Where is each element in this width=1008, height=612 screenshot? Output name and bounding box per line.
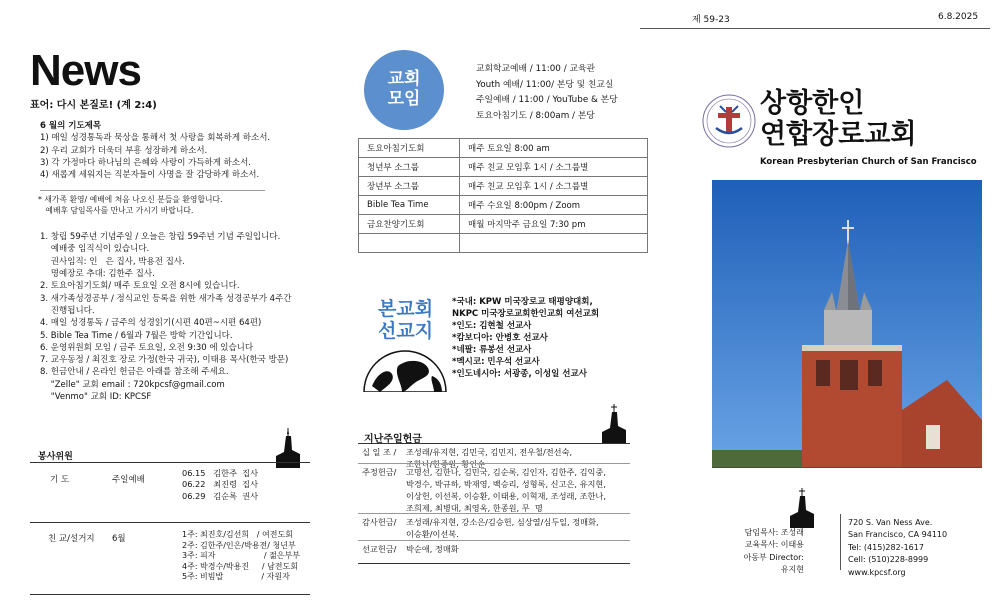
offering-names: 박순애, 정매화: [406, 544, 459, 554]
welcome-note: [38, 194, 223, 217]
announcements: [40, 231, 292, 403]
mission-line: NKPC 미국장로교회한인교회 여선교회: [452, 309, 600, 320]
announcement-line: 권사임직: 인 은 집사, 박용전 집사.: [40, 256, 185, 267]
phone-line: Cell: (510)228-8999: [848, 555, 929, 565]
welcome-line: 예배후 담임목사를 만나고 가시기 바랍니다.: [38, 206, 194, 216]
pastor-line: 아동부 Director: 유지현: [743, 552, 804, 575]
church-photo: [712, 180, 982, 468]
badge-line: 교회: [387, 69, 421, 90]
divider: [358, 540, 630, 541]
meeting-name: 토요아침기도회: [359, 139, 460, 158]
announcement-line: 명예장로 추대: 김한주 집사.: [40, 268, 155, 279]
table-row: [359, 177, 648, 196]
meetings-badge: [364, 50, 444, 130]
announcement-line: 1. 창립 59주년 기념주일 / 오늘은 창립 59주년 기념 주일입니다.: [40, 232, 281, 242]
globe-icon: [362, 346, 448, 392]
mission-list: [452, 296, 599, 380]
table-row: [359, 196, 648, 215]
website-line: www.kpcsf.org: [848, 567, 906, 577]
address-line: 720 S. Van Ness Ave.: [848, 518, 933, 527]
meeting-time: 매주 친교 모임후 1시 / 소그룹별: [460, 177, 648, 196]
church-address: [848, 517, 947, 579]
mission-line: *인도네시아: 서광종, 이성일 선교사: [452, 369, 587, 380]
prayer-item: 1) 매일 성경통독과 묵상을 통해서 첫 사랑을 회복하게 하소서.: [40, 133, 271, 144]
mission-title-line: 본교회: [378, 298, 434, 320]
issue-date: 6.8.2025: [938, 12, 979, 22]
header-rule: [640, 28, 990, 29]
divider: [358, 513, 630, 514]
divider: [30, 522, 310, 523]
announcement-line: 6. 운영위원회 모임 / 금주 토요일, 오전 9:30 에 있습니다: [40, 342, 254, 353]
mission-line: *국내: KPW 미국장로교 태평양대회,: [452, 297, 593, 307]
meeting-time: 매주 친교 모임후 1시 / 소그룹별: [460, 158, 648, 177]
meetings-table: [358, 138, 648, 253]
prayer-schedule: 06.15 김한주 집사 06.22 최진령 집사 06.29 김순록 권사: [182, 468, 258, 501]
announcement-line: 3. 새가족성경공부 / 정식교인 등록을 위한 새가족 성경공부가 4주간: [40, 293, 292, 304]
divider: [30, 462, 310, 463]
meeting-time: 매주 수요일 8:00pm / Zoom: [460, 196, 648, 215]
motto: 표어: 다시 본질로! (계 2:4): [30, 100, 157, 111]
meeting-time: 매월 마지막주 금요일 7:30 pm: [460, 215, 648, 234]
divider: [358, 563, 630, 564]
table-row: [359, 139, 648, 158]
pastor-line: 담임목사: 조성래: [744, 528, 804, 537]
announcement-line: 7. 교우동정 / 최진호 장로 가정(한국 귀국), 이태용 목사(한국 방문): [40, 355, 289, 366]
meeting-name: [359, 234, 460, 253]
fellowship-schedule: 1주: 최진호/김선희 / 여전도회 2주: 김한주/인은/박용전/ 청년부 3주: 피자 / 젊은부부 4주: 박경수/박용진 / 남전도회 5주: 비빔밥 / 자원자: [182, 530, 300, 582]
prayer-service: 주일예배: [112, 475, 145, 485]
divider: [358, 463, 630, 464]
prayer-label: 기 도: [50, 475, 70, 485]
announcement-line: "Zelle" 교회 email : 720kpcsf@gmail.com: [40, 379, 225, 390]
announcement-line: 예배중 임직식이 있습니다.: [40, 244, 150, 255]
table-row: [359, 158, 648, 177]
mission-line: *캄보디아: 안병호 선교사: [452, 333, 548, 344]
offering-title: 지난주일헌금: [364, 434, 422, 445]
mission-title-line: 선교지: [378, 320, 434, 343]
offering-label: 선교헌금/: [362, 544, 397, 554]
church-name-korean: [760, 88, 917, 150]
prayer-item: 3) 각 가정마다 하나님의 은혜와 사랑이 가득하게 하소서.: [40, 157, 251, 168]
church-silhouette-icon: [600, 404, 632, 444]
announcement-line: 진행됩니다.: [40, 305, 95, 316]
issue-number: 제 59-23: [692, 15, 730, 25]
badge-line: 모임: [387, 89, 421, 109]
divider: [30, 594, 310, 595]
mission-line: *인도: 김현철 선교사: [452, 321, 532, 332]
pcusa-seal-icon: [702, 94, 756, 148]
meeting-time: 매주 토요일 8:00 am: [460, 139, 648, 158]
service-times: [476, 62, 618, 124]
offering-label: 주정헌금/: [362, 467, 397, 477]
church-name-line: 상항한인: [760, 88, 865, 119]
pastors: [740, 527, 804, 577]
address-line: San Francisco, CA 94110: [848, 530, 948, 540]
meeting-name: Bible Tea Time: [359, 196, 460, 215]
mission-line: *네팔: 류봉선 선교사: [452, 345, 532, 356]
divider: [40, 190, 265, 191]
prayer-item: 4) 새롭게 세워지는 직분자들이 사명을 잘 감당하게 하소서.: [40, 170, 260, 181]
meeting-name: 장년부 소그룹: [359, 177, 460, 196]
table-row: [359, 234, 648, 253]
offering-label: 감사헌금/: [362, 517, 397, 527]
prayer-item: 2) 우리 교회가 더욱더 부흥 성장하게 하소서.: [40, 145, 208, 156]
announcement-line: 4. 매일 성경통독 / 금주의 성경읽기(시편 40편~시편 64편): [40, 318, 262, 329]
mission-line: *멕시코: 민우석 선교사: [452, 357, 540, 368]
prayer-section: [40, 120, 270, 182]
pastor-line: 교육목사: 이태용: [744, 540, 804, 550]
offering-names: 조성래/유지현, 강소은/김승헌, 심상열/심두일, 정매화, 이승환/이선복.: [406, 517, 599, 539]
announcement-line: 8. 헌금안내 / 온라인 헌금은 아래를 참조해 주세요.: [40, 367, 229, 378]
phone-line: Tel: (415)282-1617: [848, 542, 924, 552]
service-line: 교회학교예배 / 11:00 / 교육관: [476, 64, 595, 74]
service-line: 주일예배 / 11:00 / YouTube & 본당: [476, 95, 618, 106]
announcement-line: 5. Bible Tea Time / 6월과 7월은 방학 기간입니다.: [40, 330, 233, 341]
meeting-name: 청년부 소그룹: [359, 158, 460, 177]
prayer-title: 6 월의 기도제목: [40, 121, 102, 131]
church-name-english: Korean Presbyterian Church of San Francisco: [760, 157, 977, 167]
meeting-time: [460, 234, 648, 253]
table-row: [359, 215, 648, 234]
volunteers-title: 봉사위원: [38, 452, 73, 462]
divider: [358, 443, 630, 444]
offering-names: 고명선, 김한나, 김민국, 김순록, 김인자, 김한주, 김익중, 박경수, 박규하, 박재영, 백승리, 성형록, 신고은, 유지현, 이상헌, 이선복, 이승환, 이태용, 이혁재, 조성래, 조한나, 조희제, 최병대, 최영옥, 한종원, 무 명: [406, 467, 606, 513]
church-name-line: 연합장로교회: [760, 119, 917, 151]
news-title: News: [30, 46, 141, 95]
welcome-line: * 새가족 환영/ 예배에 처음 나오신 분들을 환영합니다.: [38, 195, 223, 204]
service-line: 토요아침기도 / 8:00am / 본당: [476, 110, 595, 121]
fellowship-label: 친 교/설거지: [48, 534, 95, 544]
mission-title: [378, 298, 433, 343]
offering-label: 십 일 조 /: [362, 447, 397, 457]
announcement-line: 2. 토요아침기도회/ 매주 토요일 오전 8시에 있습니다.: [40, 281, 240, 292]
meeting-name: 금요찬양기도회: [359, 215, 460, 234]
service-line: Youth 예배/ 11:00/ 본당 및 친교실: [476, 79, 614, 90]
church-silhouette-icon: [788, 488, 820, 528]
offering-names: 조성래/유지현, 김민국, 김민지, 전우철/전선숙, 조한나/한종원, 황인순: [406, 447, 573, 469]
announcement-line: "Venmo" 교회 ID: KPCSF: [40, 392, 152, 403]
fellowship-month: 6월: [112, 534, 126, 544]
divider: [840, 514, 841, 570]
